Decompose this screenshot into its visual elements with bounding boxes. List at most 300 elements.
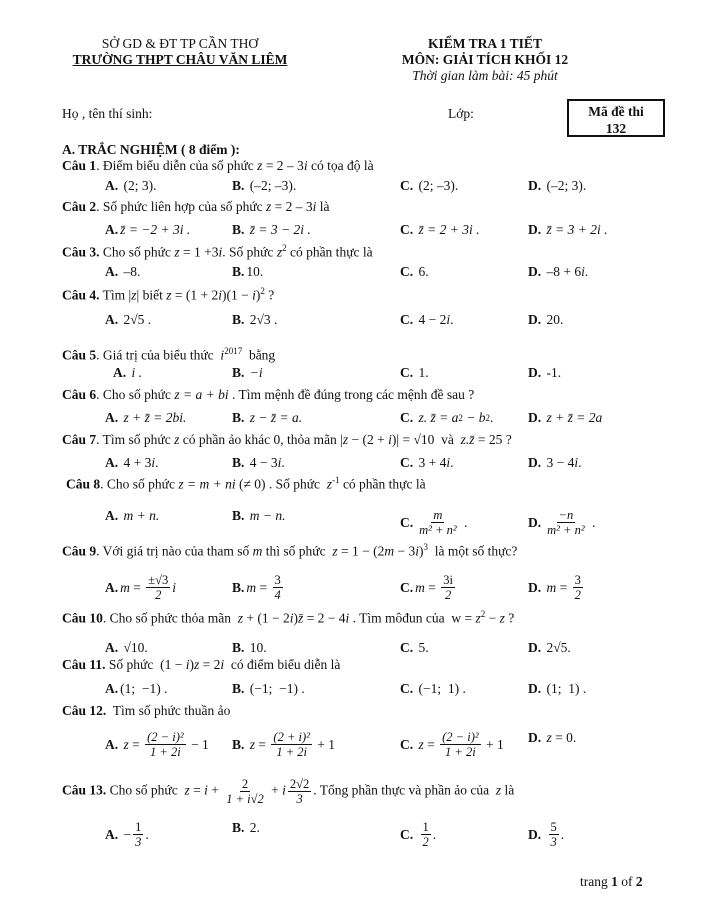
text-run: . Cho số phức	[96, 387, 175, 402]
text-run: z	[257, 158, 263, 173]
answer-option-b[interactable]	[232, 730, 335, 759]
answer-option-d[interactable]	[528, 222, 607, 238]
fraction	[288, 777, 311, 806]
page-footer	[580, 874, 643, 890]
denominator: 2	[574, 588, 581, 602]
denominator: 3	[550, 835, 557, 849]
answer-option-b[interactable]	[232, 312, 277, 328]
text-run: 5.	[415, 640, 429, 655]
fraction	[441, 573, 455, 602]
answer-option-b[interactable]	[232, 178, 296, 194]
text-run: i	[185, 657, 190, 672]
text-run: . Tổng phần thực và phần ảo của	[313, 782, 496, 798]
answer-option-b[interactable]	[232, 222, 311, 238]
denominator: 2	[444, 588, 452, 602]
answer-option-b[interactable]	[232, 455, 285, 471]
answer-option-a[interactable]	[105, 820, 149, 849]
option-letter: C.	[400, 579, 414, 595]
text-run: + 1	[482, 736, 504, 752]
text-run: i	[204, 782, 208, 798]
text-run: − b	[462, 410, 486, 425]
numerator: m	[433, 508, 443, 522]
header-left	[60, 36, 300, 68]
option-letter: C.	[400, 312, 414, 327]
question-label: Câu 8	[66, 476, 101, 492]
option-letter: B.	[232, 455, 245, 470]
text-run: -1.	[543, 365, 562, 380]
text-run: z	[342, 432, 349, 447]
question-label: Câu 6	[62, 387, 97, 402]
page-number: 1	[611, 874, 618, 889]
answer-option-d[interactable]	[528, 178, 586, 194]
denominator: 1 + 2i	[276, 745, 307, 759]
denominator: 1 + 2i	[445, 745, 476, 759]
option-letter: D.	[528, 826, 542, 842]
text-run: )	[189, 657, 194, 672]
text-run: )	[293, 610, 298, 626]
text-run: m	[384, 543, 395, 559]
text-run: = 0.	[551, 730, 577, 745]
superscript: 2	[458, 413, 463, 423]
text-run: .	[450, 455, 454, 470]
text-run: i	[303, 158, 308, 173]
answer-option-a[interactable]	[105, 455, 159, 471]
answer-option-a[interactable]	[105, 640, 148, 656]
text-run: z̄ = 3 + 2i .	[543, 222, 608, 237]
option-letter: B.	[232, 178, 245, 193]
text-run: là	[501, 782, 515, 798]
text-run: Tìm |	[99, 287, 132, 303]
text-run: 3 − 4	[543, 455, 575, 470]
text-run: (−1; −1) .	[246, 681, 305, 696]
answer-option-c[interactable]	[400, 820, 436, 849]
option-letter: D.	[528, 730, 542, 745]
text-run: .	[281, 455, 285, 470]
answer-option-a[interactable]	[105, 178, 157, 194]
fraction	[145, 730, 185, 759]
text-run: i	[220, 347, 225, 363]
text-run: i	[252, 287, 256, 303]
text-run: i	[312, 199, 317, 214]
text-run: − 3	[394, 543, 416, 559]
text-run: 4 − 2	[415, 312, 447, 327]
numerator: −n	[558, 508, 574, 522]
text-run: i	[415, 543, 419, 559]
text-run: −i	[246, 365, 263, 380]
denominator: 2	[422, 835, 429, 849]
text-run: .	[588, 514, 596, 530]
page-total: 2	[635, 874, 643, 889]
text-run: i	[151, 455, 156, 470]
text-run: 2.	[246, 820, 260, 835]
text-run: ?	[264, 287, 275, 303]
text-run: (1; −1) .	[120, 681, 168, 696]
text-run: . Giá trị của biểu thức	[96, 347, 221, 363]
text-run: .	[155, 455, 159, 470]
text-run: z	[131, 287, 137, 303]
text-run: + (1 − 2	[242, 610, 290, 626]
text-run: (–2; –3).	[246, 178, 297, 193]
answer-option-c[interactable]	[400, 264, 429, 280]
question-stem	[62, 243, 373, 261]
text-run: z	[184, 782, 190, 798]
option-letter: B.	[232, 508, 245, 523]
superscript: -1	[332, 475, 340, 485]
denominator: 3	[135, 835, 142, 849]
text-run: = 25 ?	[474, 432, 512, 447]
text-run: i	[574, 455, 579, 470]
option-letter: D.	[528, 681, 542, 696]
text-run: )| = √10 và	[391, 432, 461, 447]
text-run: z + z̄ = 2a	[543, 410, 603, 425]
text-run: z = a + bi	[174, 387, 229, 402]
question-label: Câu 3.	[62, 244, 100, 260]
text-run: . Số phức	[222, 244, 277, 260]
fraction	[545, 508, 586, 537]
text-run: − (2 +	[348, 432, 389, 447]
text-run: . Cho số phức	[100, 476, 179, 492]
question-stem	[62, 777, 514, 806]
superscript: 2017	[224, 346, 243, 356]
text-run: = 2	[199, 657, 221, 672]
answer-option-d[interactable]	[528, 264, 588, 280]
text-run: . Tìm số phức	[96, 432, 175, 447]
text-run: z	[326, 476, 333, 492]
answer-option-d[interactable]	[528, 681, 586, 697]
text-run: có phần ảo khác 0, thỏa mãn |	[179, 432, 343, 447]
option-letter: D.	[528, 640, 542, 655]
text-run: = 2 − 4	[303, 610, 346, 626]
text-run: i	[446, 312, 451, 327]
text-run: z	[276, 244, 283, 260]
numerator: 3	[274, 573, 281, 587]
text-run: m − n.	[246, 508, 286, 523]
text-run: =	[128, 736, 144, 752]
answer-option-a[interactable]	[105, 410, 186, 426]
superscript: 2	[480, 609, 486, 619]
text-run: = 1 − (2	[337, 543, 385, 559]
text-run: . Cho số phức thỏa mãn	[102, 610, 238, 626]
text-run: =	[129, 579, 145, 595]
text-run: = 2 – 3	[271, 199, 313, 214]
option-letter: B.	[232, 681, 245, 696]
option-letter: B.	[232, 365, 245, 380]
fraction	[133, 820, 143, 849]
option-letter: C.	[400, 178, 414, 193]
answer-option-b[interactable]	[232, 365, 263, 381]
answer-option-c[interactable]	[400, 222, 479, 238]
text-run: (–2; 3).	[543, 178, 587, 193]
option-letter: A.	[105, 455, 119, 470]
text-run: | biết	[136, 287, 167, 303]
text-run: 2√5.	[543, 640, 571, 655]
text-run: –8 + 6	[543, 264, 582, 279]
option-letter: D.	[528, 264, 542, 279]
numerator: 1	[135, 820, 142, 834]
text-run: .	[584, 264, 589, 279]
answer-option-a[interactable]	[113, 365, 142, 381]
answer-option-c[interactable]	[400, 508, 467, 537]
fraction	[271, 730, 311, 759]
text-run: m	[415, 579, 425, 595]
text-run: .	[460, 514, 468, 530]
answer-option-c[interactable]	[400, 312, 454, 328]
superscript: 2	[260, 286, 265, 296]
answer-option-a[interactable]	[105, 312, 151, 328]
question-stem	[62, 158, 374, 174]
text-run: m	[543, 579, 557, 595]
answer-option-b[interactable]	[232, 264, 263, 280]
text-run: m + n.	[120, 508, 160, 523]
text-run: z	[543, 730, 552, 745]
fraction	[573, 573, 583, 602]
answer-option-a[interactable]	[105, 508, 159, 524]
text-run: 4 + 3	[120, 455, 152, 470]
text-run: i	[282, 782, 286, 798]
question-stem	[62, 703, 230, 719]
text-run: z̄ = 2 + 3i .	[415, 222, 480, 237]
text-run: = 2 – 3	[262, 158, 304, 173]
text-run: (1; 1) .	[543, 681, 587, 696]
answer-option-c[interactable]	[400, 640, 429, 656]
answer-option-b[interactable]	[232, 410, 302, 426]
text-run: z	[475, 610, 481, 626]
option-letter: A.	[105, 264, 119, 279]
text-run	[543, 827, 546, 843]
denominator: 1 + i√2	[226, 792, 264, 806]
question-label: Câu 4.	[62, 287, 100, 303]
question-label: Câu 5	[62, 347, 97, 363]
text-run: (≠ 0) . Số phức	[235, 476, 327, 492]
option-letter: B.	[232, 312, 245, 327]
text-run: Tìm số phức thuần ảo	[106, 703, 231, 718]
answer-option-d[interactable]	[528, 312, 563, 328]
text-run: + 1	[313, 736, 336, 752]
option-letter: B.	[232, 222, 245, 237]
text-run: 2√3 .	[246, 312, 278, 327]
numerator: 2√2	[289, 777, 310, 791]
text-run: (2; –3).	[415, 178, 459, 193]
text-run: bằng	[242, 347, 276, 363]
answer-option-a[interactable]	[105, 264, 140, 280]
answer-option-d[interactable]	[528, 455, 582, 471]
numerator: (2 − i)²	[442, 730, 479, 744]
question-stem	[62, 286, 274, 304]
option-letter: B.	[232, 820, 245, 835]
text-run: . Với giá trị nào của tham số	[96, 543, 253, 559]
text-run: 4 − 3	[246, 455, 278, 470]
question-stem	[62, 609, 514, 627]
text-run: 6.	[415, 264, 429, 279]
numerator: ±√3	[148, 573, 169, 587]
text-run: =	[556, 579, 571, 595]
superscript: 2	[485, 413, 490, 423]
text-run: +	[207, 782, 223, 798]
text-run: √10.	[120, 640, 148, 655]
text-run: .	[578, 455, 582, 470]
text-run: có phần thực là	[286, 244, 373, 260]
text-run: . Điểm biểu diễn của số phức	[96, 158, 258, 173]
text-run: −	[120, 826, 132, 842]
exam-title: KIỂM TRA 1 TIẾT	[428, 36, 542, 51]
answer-option-c[interactable]	[400, 178, 458, 194]
footer-of: of	[617, 874, 636, 889]
answer-option-b[interactable]	[232, 820, 260, 836]
option-letter: A.	[105, 826, 119, 842]
answer-option-c[interactable]	[400, 573, 457, 602]
text-run: .	[560, 826, 565, 842]
answer-option-d[interactable]	[528, 820, 564, 849]
text-run: 3 + 4	[415, 455, 447, 470]
text-run: z̄ = −2 + 3i .	[120, 222, 191, 237]
answer-option-d[interactable]	[528, 508, 595, 537]
answer-option-a[interactable]	[105, 222, 190, 238]
question-stem	[62, 657, 340, 673]
fraction	[146, 573, 170, 602]
denominator: 4	[274, 588, 281, 602]
fraction	[440, 730, 480, 759]
text-run: =	[255, 736, 270, 752]
option-letter: C.	[400, 455, 414, 470]
text-run: .	[450, 312, 454, 327]
option-letter: A.	[113, 365, 127, 380]
answer-option-c[interactable]	[400, 730, 504, 759]
option-letter: C.	[400, 365, 414, 380]
option-letter: A.	[105, 508, 119, 523]
text-run: )	[255, 287, 261, 303]
text-run: .	[490, 410, 494, 425]
text-run: 1.	[415, 365, 429, 380]
duration: Thời gian làm bài: 45 phút	[412, 68, 558, 83]
text-run: 10.	[246, 264, 264, 279]
question-label: Câu 12.	[62, 703, 107, 718]
question-label: Câu 10	[62, 610, 103, 626]
text-run: (−1; 1) .	[415, 681, 466, 696]
text-run: z + z̄ = 2bi.	[120, 410, 187, 425]
text-run: z = m + ni	[178, 476, 236, 492]
answer-option-b[interactable]	[232, 640, 267, 656]
text-run: Cho số phức	[99, 244, 175, 260]
text-run: . Số phức liên hợp của số phức	[96, 199, 267, 214]
text-run: Số phức (1 −	[105, 657, 186, 672]
text-run: i	[446, 455, 451, 470]
answer-option-a[interactable]	[105, 730, 209, 759]
question-label: Câu 1	[62, 158, 97, 173]
text-run: m	[252, 543, 263, 559]
text-run: i	[581, 264, 585, 279]
text-run: z − z̄ = a.	[246, 410, 303, 425]
option-letter: C.	[400, 222, 414, 237]
footer-prefix: trang	[580, 874, 612, 889]
school-name: TRƯỜNG THPT CHÂU VĂN LIÊM	[72, 52, 288, 67]
text-run: +	[267, 782, 283, 798]
text-run: z	[237, 610, 243, 626]
option-letter: A.	[105, 579, 119, 595]
option-letter: D.	[528, 579, 542, 595]
option-letter: D.	[528, 455, 542, 470]
text-run: i	[345, 610, 350, 626]
question-label: Câu 11.	[62, 657, 106, 672]
fraction	[273, 573, 283, 602]
text-run: i .	[128, 365, 143, 380]
denominator: 3	[296, 792, 303, 806]
text-run: =	[423, 736, 439, 752]
subject: MÔN: GIẢI TÍCH KHỐI 12	[401, 52, 569, 67]
text-run: .	[145, 826, 149, 842]
text-run: i	[218, 244, 223, 260]
text-run: 2√5 .	[120, 312, 152, 327]
question-label: Câu 7	[62, 432, 97, 447]
text-run: có tọa độ là	[307, 158, 374, 173]
class-label: Lớp:	[448, 106, 474, 121]
text-run: z	[193, 657, 200, 672]
answer-option-c[interactable]	[400, 410, 493, 426]
text-run: =	[189, 782, 205, 798]
text-run: .	[432, 826, 437, 842]
text-run: −	[485, 610, 500, 626]
answer-option-c[interactable]	[400, 455, 454, 471]
answer-option-d[interactable]	[528, 365, 561, 381]
denominator: 2	[155, 588, 162, 602]
text-run: z	[495, 782, 502, 798]
answer-option-c[interactable]	[400, 365, 429, 381]
option-letter: A.	[105, 178, 119, 193]
answer-option-a[interactable]	[105, 573, 176, 602]
numerator: (2 − i)²	[147, 730, 184, 744]
answer-option-b[interactable]	[232, 508, 286, 524]
question-label: Câu 9	[62, 543, 97, 559]
option-letter: C.	[400, 264, 414, 279]
numerator: 2	[241, 777, 249, 791]
answer-option-a[interactable]	[105, 681, 167, 697]
option-letter: B.	[232, 410, 245, 425]
department: SỞ GD & ĐT TP CẦN THƠ	[101, 36, 259, 51]
header-right	[385, 36, 585, 84]
fraction	[417, 508, 458, 537]
text-run	[415, 827, 418, 843]
text-run: )(1 −	[221, 287, 253, 303]
answer-option-d[interactable]	[528, 410, 602, 426]
option-letter: C.	[400, 736, 414, 752]
option-letter: C.	[400, 681, 414, 696]
option-letter: D.	[528, 312, 542, 327]
question-stem	[62, 346, 275, 364]
answer-option-b[interactable]	[232, 573, 285, 602]
numerator: (2 + i)²	[273, 730, 310, 744]
fraction	[549, 820, 559, 849]
option-letter: C.	[400, 826, 414, 842]
answer-option-d[interactable]	[528, 573, 585, 602]
answer-option-d[interactable]	[528, 730, 576, 746]
exam-code-box	[567, 99, 665, 137]
answer-option-b[interactable]	[232, 681, 305, 697]
answer-option-d[interactable]	[528, 640, 571, 656]
text-run: − 1	[187, 736, 209, 752]
option-letter: A.	[105, 681, 119, 696]
text-run: )	[418, 543, 424, 559]
text-run: z	[499, 610, 505, 626]
text-run: z	[266, 199, 272, 214]
option-letter: A.	[105, 312, 119, 327]
text-run: i	[172, 579, 176, 595]
text-run: z	[166, 287, 172, 303]
text-run: z	[174, 244, 180, 260]
answer-option-c[interactable]	[400, 681, 466, 697]
text-run: có điểm biểu diễn là	[224, 657, 341, 672]
text-run: z.z̄	[460, 432, 475, 447]
text-run: =	[424, 579, 440, 595]
numerator: 3i	[443, 573, 453, 587]
